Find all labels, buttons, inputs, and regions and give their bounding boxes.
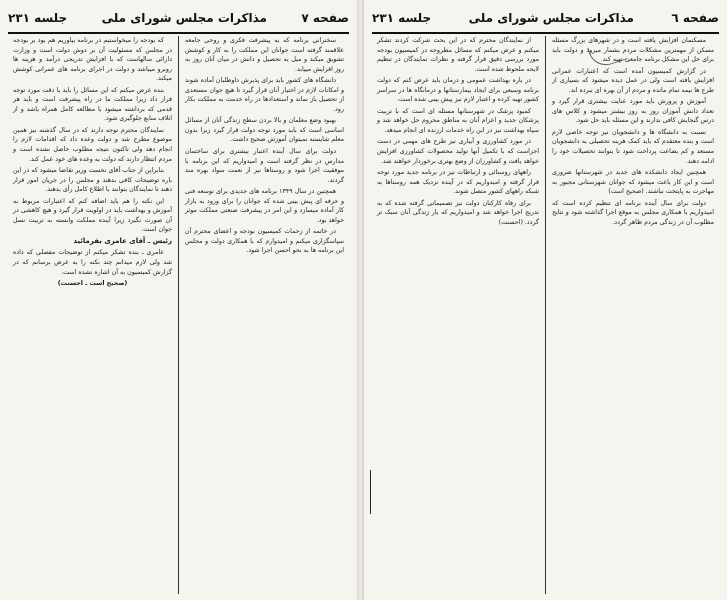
- right-page-columns: [372, 36, 719, 594]
- left-page: [0, 0, 357, 600]
- column-divider: [178, 36, 179, 594]
- paragraph: آموزش و پرورش باید مورد عنایت بیشتری قرار گیرد و تعداد دانش آموزان روز به روز بیشتر میشود و کلاس های درس گنجایش کافی ندارند و این مسئله باید حل شود.: [552, 98, 714, 125]
- paragraph: برای رفاه کارکنان دولت نیز تصمیماتی گرفته شده که به تدریج اجرا خواهد شد و امیدواریم که بار زندگی آنان سبک تر گردد. (احسنت): [377, 199, 539, 226]
- left-page-header: [8, 4, 349, 34]
- paragraph: این نکته را هم باید اضافه کنم که اعتبارات مربوط به آموزش و بهداشت باید در اولویت قرار گیرد و هیچ کاهشی در آن صورت نگیرد زیرا آینده مملکت وابسته به تربیت نسل جوان است.: [13, 197, 172, 234]
- column-divider: [545, 36, 546, 594]
- paragraph: در باره بهداشت عمومی و درمان باید عرض کنم که دولت برنامه وسیعی برای ایجاد بیمارستانها و درمانگاه ها در سراسر کشور تهیه کرده و اعتبار لازم نیز پیش بینی شده است.: [377, 77, 539, 104]
- paragraph: از نمایندگان محترم که در این بحث شرکت کردند تشکر میکنم و عرض میکنم که مسائل مطروحه در کمیسیون بودجه مورد بررسی دقیق قرار گرفته و نظرات نمایندگان در تنظیم لایحه ملحوظ شده است.: [377, 37, 539, 73]
- left-page-session: جلسه ۲۳۱: [8, 11, 68, 25]
- paragraph: بهبود وضع معلمان و بالا بردن سطح زندگی آنان از مسائل اساسی است که باید مورد توجه دولت قرار گیرد زیرا بدون معلم شایسته نمیتوان آموزش صحیح داشت.: [185, 117, 344, 144]
- page-gutter: [357, 0, 364, 600]
- paragraph: نمایندگان محترم توجه دارند که در سال گذشته نیز همین موضوع مطرح شد و دولت وعده داد که اقدامات لازم را انجام دهد ولی تاکنون نتیجه مطلوب حاصل نشده است و مردم انتظار دارند که دولت به وعده های خود عمل کند.: [13, 126, 172, 163]
- paragraph: همچنین ایجاد دانشکده های جدید در شهرستانها ضروری است و این کار باعث میشود که جوانان شهرستانی مجبور به مهاجرت به پایتخت نباشند. (صحیح است): [552, 169, 714, 196]
- paragraph: راههای روستائی و ارتباطات نیز در برنامه جدید مورد توجه قرار گرفته و امیدواریم که در آینده نزدیک همه روستاها به شبکه راههای کشور متصل شوند.: [377, 169, 539, 196]
- right-page: [364, 0, 727, 600]
- paragraph: عامری ـ بنده تشکر میکنم از توضیحات مفصلی که داده شد ولی لازم میدانم چند نکته را به عرض برسانم که در گزارش کمیسیون به آن اشاره نشده است.: [13, 249, 172, 276]
- paragraph: که بودجه را میخواستیم در برنامه بیاوریم هم بود بر بودجه در مجلس که مسئولیت آن بر دوش دولت است و وزارت دارائی سالهاست که با افزایش تدریجی درآمد و هزینه ها روبرو میباشد و دولت در اجرای برنامه های عمرانی کوشش میکند.: [13, 37, 172, 83]
- interjection: (صحیح است ـ احسنت): [57, 280, 128, 288]
- paragraph: دانشگاه های کشور باید برای پذیرش داوطلبان آماده شوند و امکانات لازم در اختیار آنان قرار گیرد تا هیچ جوان مستعدی از تحصیل باز نماند و استعدادها در راه خدمت به مملکت بکار رود.: [185, 77, 344, 113]
- right-page-column-right: [547, 36, 719, 594]
- paragraph: بنده عرض میکنم که این مسائل را باید با دقت مورد توجه قرار داد زیرا مملکت ما در راه پیشرفت است و باید هر قدمی که برداشته میشود با مطالعه کامل همراه باشد و از اتلاف منابع جلوگیری شود.: [13, 86, 172, 123]
- right-page-session: جلسه ۲۳۱: [372, 11, 432, 25]
- paragraph: دولت برای سال آینده برنامه ای تنظیم کرده است که امیدواریم با همکاری مجلس به موقع اجرا گذاشته شود و نتایج مطلوب آن در زندگی مردم ظاهر گردد.: [552, 199, 714, 226]
- paragraph: در خاتمه از زحمات کمیسیون بودجه و اعضای محترم آن سپاسگزاری میکنم و امیدوارم که با همکاری دولت و مجلس این برنامه ها به نحو احسن اجرا شود.: [185, 228, 344, 255]
- paragraph: مسکنمان افزایش یافته است و در شهرهای بزرگ مسئله مسکن از مهمترین مشکلات مردم بشمار میرود و دولت باید برای حل این مشکل برنامه جامعی تهیه کند.: [552, 37, 714, 64]
- right-page-number: صفحه ٦: [671, 11, 719, 25]
- left-page-columns: [8, 36, 349, 594]
- right-page-column-left: [372, 36, 544, 594]
- speaker-line: رئیس ـ آقای عامری بفرمائید: [73, 236, 172, 245]
- paragraph: بنابراین از جناب آقای نخست وزیر تقاضا میشود که در این باره توضیحات کافی بدهند و مجلس را در جریان امور قرار دهند تا نمایندگان بتوانند با اطلاع کامل رأی بدهند.: [13, 167, 172, 194]
- right-page-title: مذاکرات مجلس شورای ملی: [468, 11, 634, 25]
- left-page-title: مذاکرات مجلس شورای ملی: [101, 11, 267, 25]
- paragraph: نسبت به دانشگاه ها و دانشجویان نیز توجه خاصی لازم است و بنده معتقدم که باید کمک هزینه تحصیلی به دانشجویان مستعد و کم بضاعت پرداخت شود تا بتوانند تحصیلات خود را ادامه دهند.: [552, 128, 714, 165]
- paragraph: در گزارش کمیسیون آمده است که اعتبارات عمرانی افزایش یافته است ولی در عمل دیده میشود که بسیاری از طرح ها نیمه تمام مانده و مردم از آن بهره ای نبرده اند.: [552, 67, 714, 94]
- left-page-column-right: [180, 36, 349, 594]
- paragraph: دولت برای سال آینده اعتبار بیشتری برای ساختمان مدارس در نظر گرفته است و امیدواریم که این برنامه با موفقیت اجرا شود و روستاها نیز از نعمت سواد بهره مند گردند.: [185, 148, 344, 184]
- paragraph: سخنرانی برنامه که به پیشرفت فکری و روحی جامعه علاقمند گرفته است جوانان این مملکت را به کار و کوشش تشویق میکند و میل به تحصیل و دانش در میان آنان روز به روز افزایش مییابد.: [185, 37, 344, 73]
- paragraph: همچنین در سال ۱۳۴۹ برنامه های جدیدی برای توسعه فنی و حرفه ای پیش بینی شده که جوانان را برای ورود به بازار کار آماده میسازد و این امر در پیشرفت صنعتی مملکت موثر خواهد بود.: [185, 188, 344, 224]
- margin-mark: [370, 470, 375, 514]
- left-page-number: صفحه ۷: [301, 11, 349, 25]
- paragraph: در مورد کشاورزی و آبیاری نیز طرح های مهمی در دست اجراست که با تکمیل آنها تولید محصولات کشاورزی افزایش خواهد یافت و کشاورزان از وضع بهتری برخوردار خواهند شد.: [377, 138, 539, 165]
- left-page-column-left: [8, 36, 177, 594]
- right-page-header: [372, 4, 719, 34]
- paragraph: کمبود پزشک در شهرستانها مسئله ای است که با تربیت پزشکان جدید و اعزام آنان به مناطق محروم حل خواهد شد و سپاه بهداشت نیز در این راه خدمات ارزنده ای انجام میدهد.: [377, 107, 539, 134]
